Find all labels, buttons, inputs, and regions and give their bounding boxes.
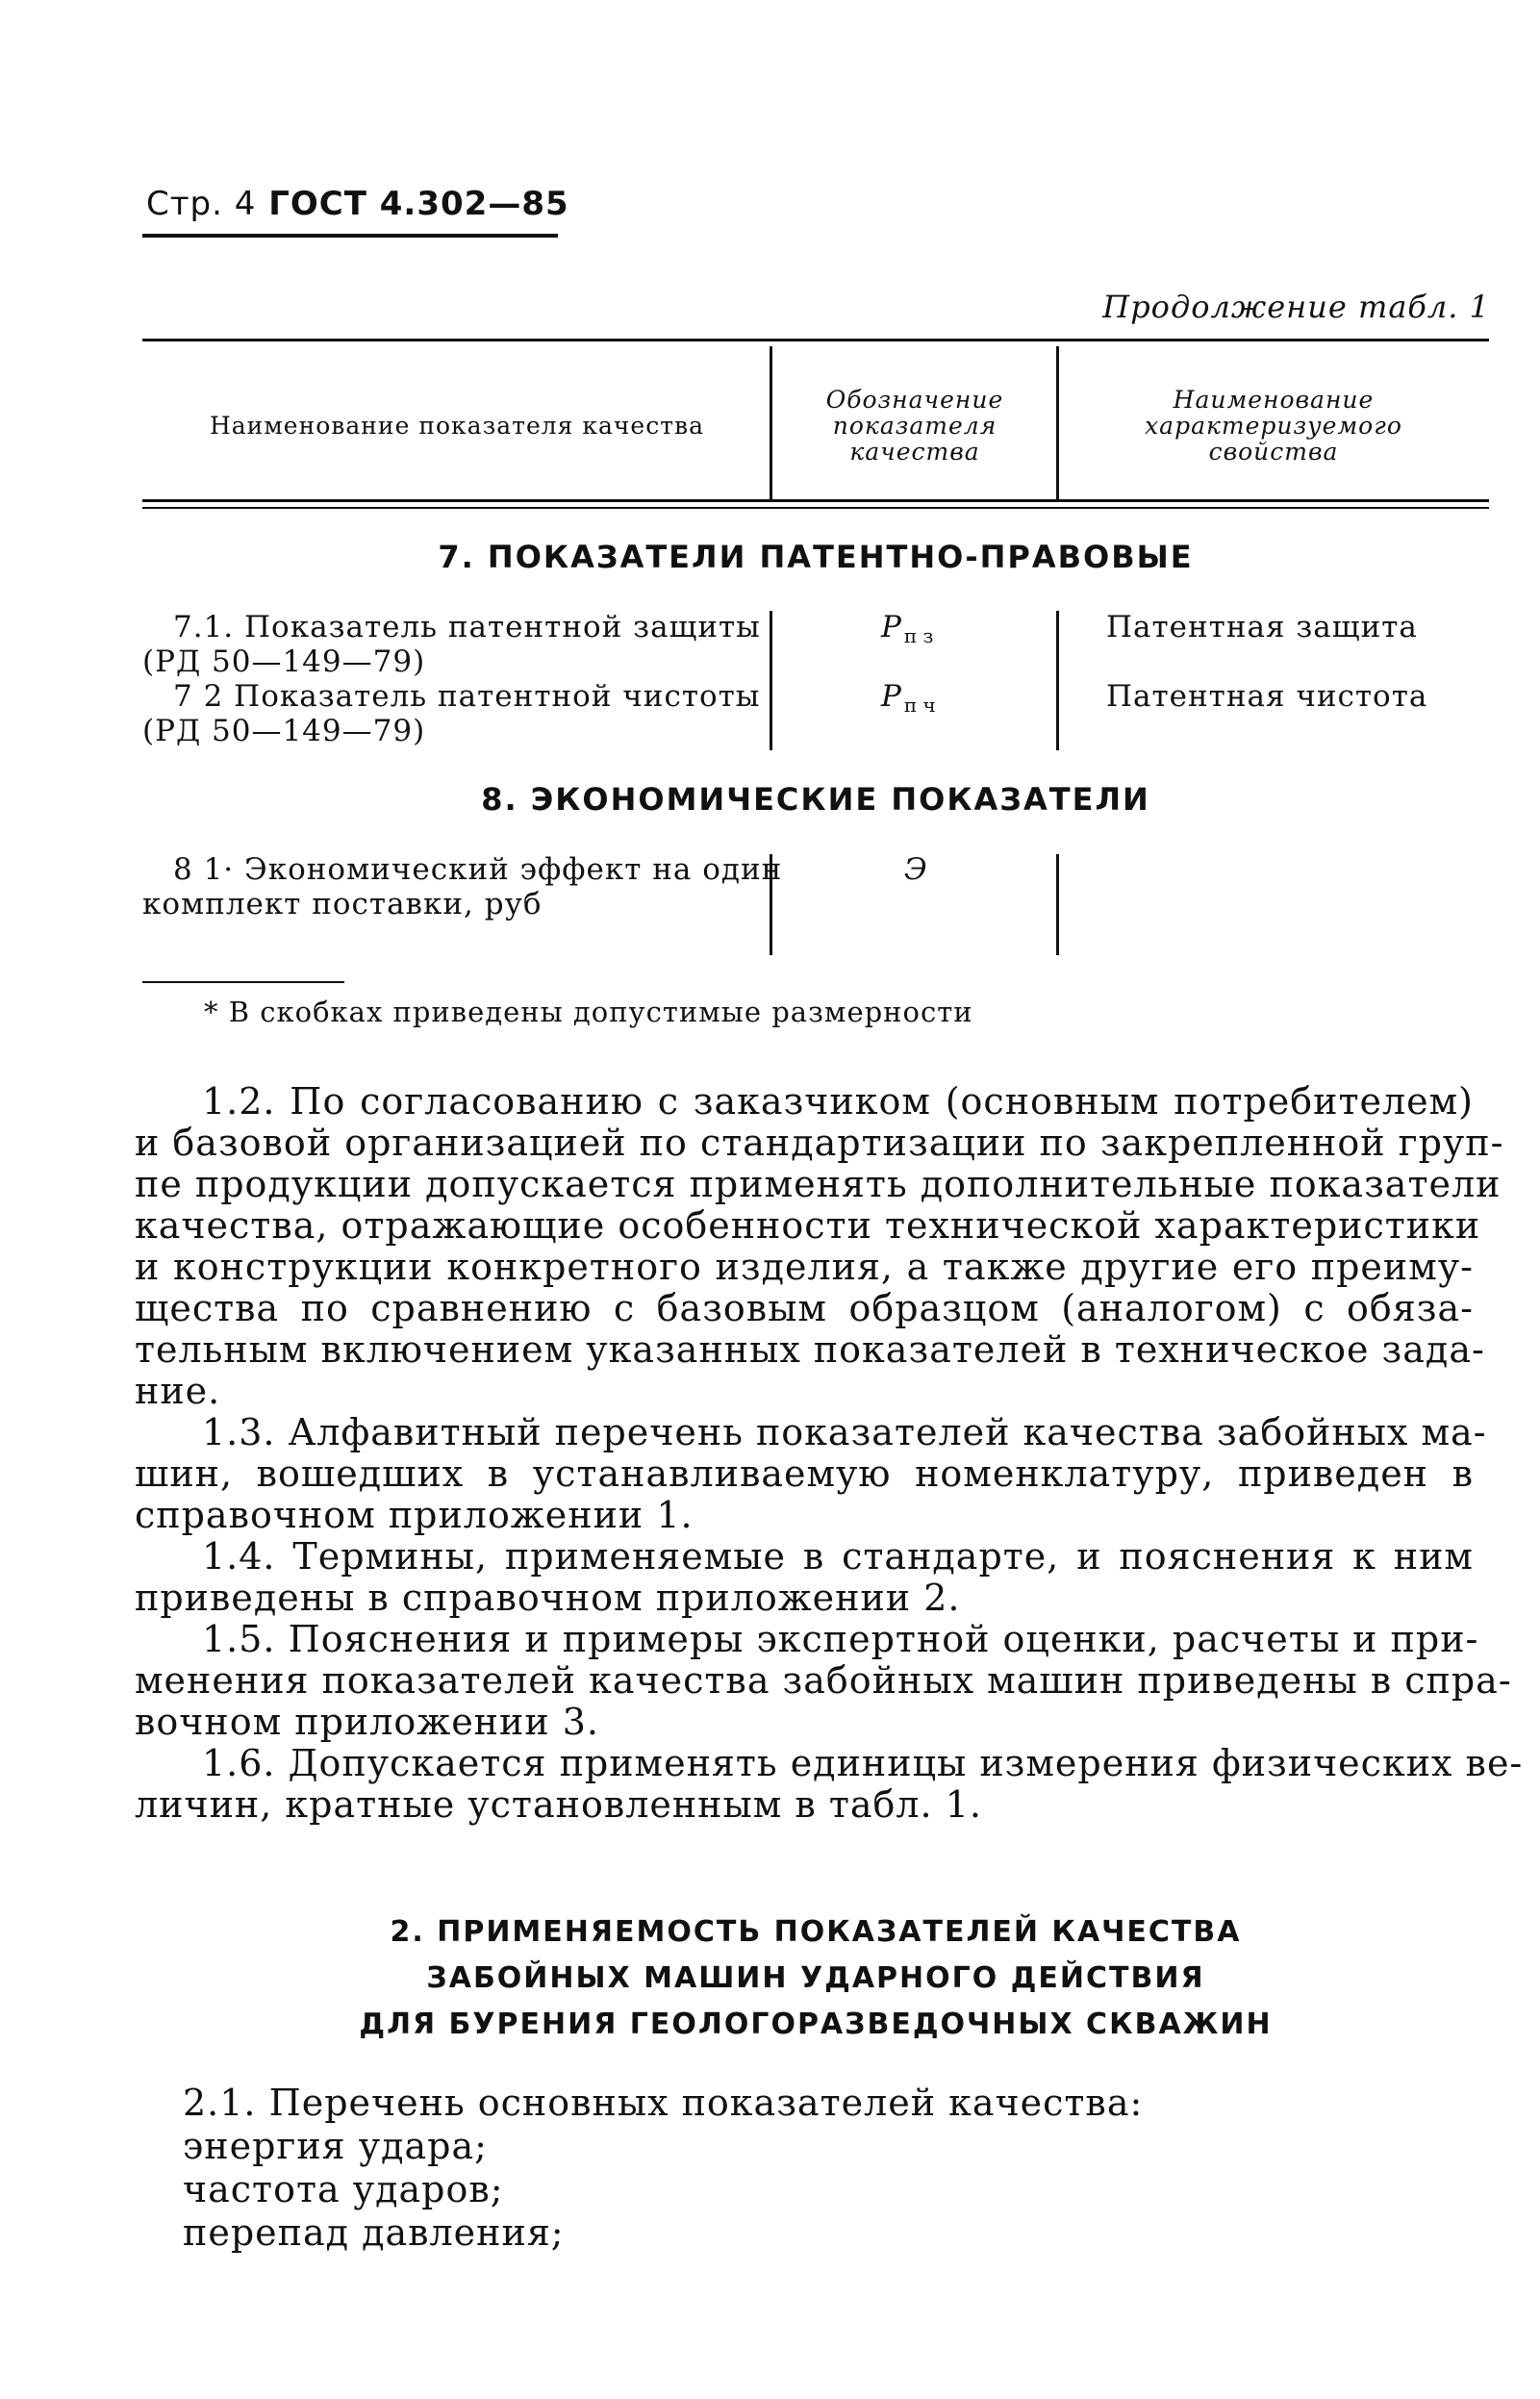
page-header (146, 185, 569, 223)
table-row-7-2-name: 7 2 Показатель патентной чистоты (РД 50—149—79) (142, 679, 761, 748)
table-continuation-label: Продолжение табл. 1 (1102, 289, 1490, 325)
table-col-divider-1 (770, 346, 772, 500)
table-col-divider-2 (1056, 346, 1059, 500)
footnote-rule (142, 981, 344, 983)
section-2-title: 2. ПРИМЕНЯЕМОСТЬ ПОКАЗАТЕЛЕЙ КАЧЕСТВА ЗАБОЙНЫХ МАШИН УДАРНОГО ДЕЙСТВИЯ ДЛЯ БУРЕНИЯ ГЕОЛОГОРАЗВЕДОЧНЫХ СКВАЖИН (359, 1915, 1273, 2041)
table-row-7-1-name: 7.1. Показатель патентной защиты (РД 50—149—79) (142, 610, 761, 679)
table-row-7-2-symbol: P $_{п ч}$ (881, 679, 936, 717)
paragraph-1-4: 1.4. Термины, применяемые в стандарте, и пояснения к ним приведены в справочном приложении 2. (135, 1535, 1474, 1619)
section-2-list (183, 2082, 1143, 2255)
list-item: частота ударов; (183, 2168, 504, 2210)
section-8-title: 8. ЭКОНОМИЧЕСКИЕ ПОКАЗАТЕЛИ (481, 781, 1150, 818)
list-item: перепад давления; (183, 2211, 565, 2254)
col-header-symbol: Обозначение показателя качества (825, 386, 1004, 466)
standard-code: ГОСТ 4.302—85 (268, 185, 569, 223)
section-7-col-divider-2 (1056, 611, 1059, 750)
section-8-col-divider-2 (1056, 854, 1059, 955)
paragraph-1-6: 1.6. Допускается применять единицы измерения физических ве- личин, кратные установленным в табл. 1. (135, 1742, 1524, 1826)
footnote: * В скобках приведены допустимые размерности (204, 996, 973, 1028)
paragraph-1-3: 1.3. Алфавитный перечень показателей качества забойных ма- шин, вошедших в устанавливаемую номенклатуру, приведен в справочном приложении 1. (135, 1411, 1487, 1536)
table-header-rule (142, 499, 1489, 502)
section-7-title: 7. ПОКАЗАТЕЛИ ПАТЕНТНО-ПРАВОВЫЕ (438, 539, 1194, 575)
table-row-7-2-property: Патентная чистота (1106, 679, 1428, 714)
table-row-7-1-symbol: P $_{п з}$ (881, 610, 934, 647)
col-header-property: Наименование характеризуемого свойства (1145, 386, 1402, 466)
table-row-8-1-symbol: Э (904, 852, 927, 887)
table-row-7-1-property: Патентная защита (1106, 610, 1418, 644)
header-rule (142, 234, 558, 238)
list-item: энергия удара; (183, 2125, 488, 2167)
table-top-rule (142, 339, 1489, 341)
list-item: 2.1. Перечень основных показателей качества: (183, 2082, 1144, 2124)
page-number: Стр. 4 (146, 185, 257, 223)
paragraph-1-5: 1.5. Пояснения и примеры экспертной оценки, расчеты и при- менения показателей качества забойных машин приведены в спра- вочном приложении 3. (135, 1618, 1512, 1743)
paragraph-1-2: 1.2. По согласованию с заказчиком (основным потребителем) и базовой организацией по стандартизации по закрепленной груп- пе продукции допускается применять дополнительные показатели качества, отражающие особенности технической характеристики и конструкции конкретного изделия, а также другие его преиму- щества по сравнению с базовым образцом (аналогом) с обяза- тельным включением указанных показателей в техническое зада- ние. (135, 1080, 1504, 1412)
section-7-col-divider-1 (770, 611, 772, 750)
table-header-rule-double (142, 507, 1489, 509)
col-header-name: Наименование показателя качества (209, 412, 705, 440)
table-row-8-1-name: 8 1· Экономический эффект на один комплект поставки, руб (142, 852, 783, 922)
